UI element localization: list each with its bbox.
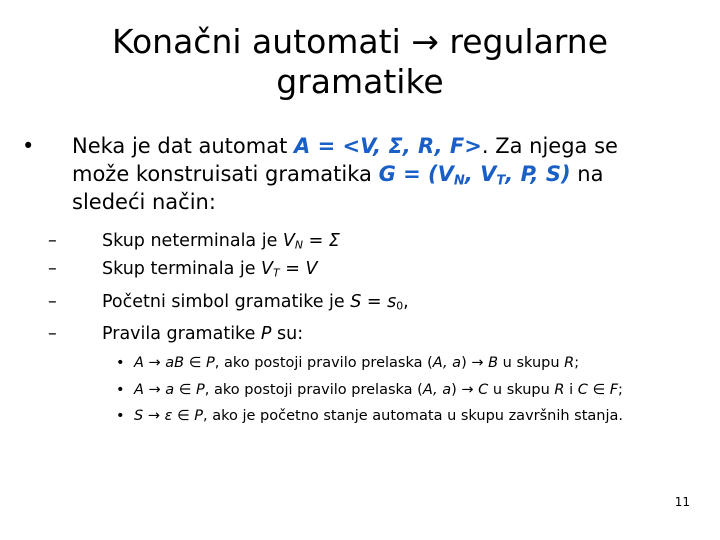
rule-item-1 xyxy=(116,353,579,373)
symbol-P: P xyxy=(205,355,215,371)
subitem-text: Pravila gramatike xyxy=(102,324,261,344)
subscript-N: N xyxy=(294,238,304,252)
bullet-text-1: Neka je dat automat xyxy=(72,134,294,158)
rule-production: A → aB xyxy=(134,355,185,371)
page-number: 11 xyxy=(674,495,690,509)
symbol-P: P xyxy=(520,162,531,186)
subscript-N: N xyxy=(453,173,465,189)
symbol-comma: , xyxy=(464,162,481,186)
rule-text: i xyxy=(564,382,578,398)
symbol-s: s xyxy=(387,292,397,312)
subitem-start-symbol xyxy=(48,290,409,314)
symbol-P: P xyxy=(194,408,204,424)
subitem-value: = Σ xyxy=(303,231,340,251)
subitem-text: Skup terminala je xyxy=(102,259,262,279)
dot-marker: • xyxy=(116,355,125,371)
subscript-0: 0 xyxy=(396,299,404,313)
symbol-eq: = ( xyxy=(395,162,438,186)
rule-text: , ako postoji pravilo prelaska ( xyxy=(204,382,423,398)
dash-marker: – xyxy=(48,259,57,279)
symbol-comma: , xyxy=(530,162,546,186)
rule-text: u skupu xyxy=(488,382,555,398)
symbol-P: P xyxy=(196,382,205,398)
subscript-T: T xyxy=(273,266,280,280)
symbol-comma: , xyxy=(402,134,419,158)
bullet-text-2: . Za njega se može konstruisati gramatika xyxy=(72,134,618,186)
dash-marker: – xyxy=(48,292,57,312)
rule-pair: A, a xyxy=(432,355,462,371)
symbol-eq: = < xyxy=(310,134,361,158)
symbol-F: F xyxy=(449,134,465,158)
symbol-V: V xyxy=(480,162,497,186)
dot-marker: • xyxy=(116,382,125,398)
symbol-sigma: Σ xyxy=(388,134,403,158)
dash-marker: – xyxy=(48,324,57,344)
symbol-R: R xyxy=(554,382,565,398)
element-of-symbol: ∈ xyxy=(587,382,610,398)
subitem-text: Skup neterminala je xyxy=(102,231,283,251)
slide-title xyxy=(0,22,720,102)
rule-text: , ako je početno stanje automata u skupu završnih stanja. xyxy=(203,408,624,424)
element-of-symbol: ∈ xyxy=(172,408,195,424)
element-of-symbol: ∈ xyxy=(184,355,206,371)
element-of-symbol: ∈ xyxy=(174,382,197,398)
title-line-1: Konačni automati → regularne xyxy=(111,22,608,61)
rule-text: u skupu xyxy=(498,355,565,371)
grammar-definition xyxy=(378,162,571,189)
symbol-P: P xyxy=(260,324,272,344)
symbol-C: C xyxy=(577,382,588,398)
rule-item-2 xyxy=(116,380,623,400)
dash-marker: – xyxy=(48,231,57,251)
symbol-C: C xyxy=(478,382,489,398)
symbol-comma: , xyxy=(434,134,450,158)
rule-pair: A, a xyxy=(422,382,452,398)
automaton-definition xyxy=(294,134,482,158)
rule-end: ; xyxy=(618,382,623,398)
symbol-R: R xyxy=(564,355,575,371)
subitem-terminals xyxy=(48,257,317,281)
rule-arrow: ) → xyxy=(461,355,489,371)
symbol-close: ) xyxy=(560,162,571,186)
subitem-nonterminals xyxy=(48,229,340,253)
title-line-2: gramatike xyxy=(276,62,444,101)
subitem-eq: = xyxy=(279,259,306,279)
symbol-F: F xyxy=(609,382,619,398)
symbol-V: V xyxy=(305,259,318,279)
symbol-V: V xyxy=(282,231,295,251)
symbol-close: > xyxy=(464,134,482,158)
subitem-comma: , xyxy=(403,292,409,312)
symbol-B: B xyxy=(488,355,499,371)
rule-item-3 xyxy=(116,406,623,426)
rule-production: S → ε xyxy=(134,408,173,424)
subitem-eq: = xyxy=(361,292,388,312)
symbol-S: S xyxy=(545,162,561,186)
symbol-S: S xyxy=(350,292,362,312)
subitem-text-end: su: xyxy=(271,324,304,344)
rule-text: , ako postoji pravilo prelaska ( xyxy=(214,355,433,371)
symbol-R: R xyxy=(418,134,435,158)
subitem-text: Početni simbol gramatike je xyxy=(102,292,351,312)
bullet-text-3: na sledeći način: xyxy=(72,162,604,214)
symbol-comma: , xyxy=(373,134,389,158)
subitem-rules xyxy=(48,322,303,346)
rule-production: A → a xyxy=(134,382,175,398)
symbol-V: V xyxy=(261,259,274,279)
rule-arrow: ) → xyxy=(451,382,479,398)
main-bullet-text xyxy=(72,132,672,216)
symbol-G: G xyxy=(378,162,396,186)
subscript-T: T xyxy=(496,173,506,189)
dot-marker: • xyxy=(116,408,125,424)
bullet-marker: • xyxy=(22,134,35,158)
symbol-A: A xyxy=(294,134,311,158)
symbol-comma: , xyxy=(505,162,521,186)
symbol-V: V xyxy=(360,134,374,158)
symbol-V: V xyxy=(437,162,454,186)
rule-end: ; xyxy=(574,355,580,371)
